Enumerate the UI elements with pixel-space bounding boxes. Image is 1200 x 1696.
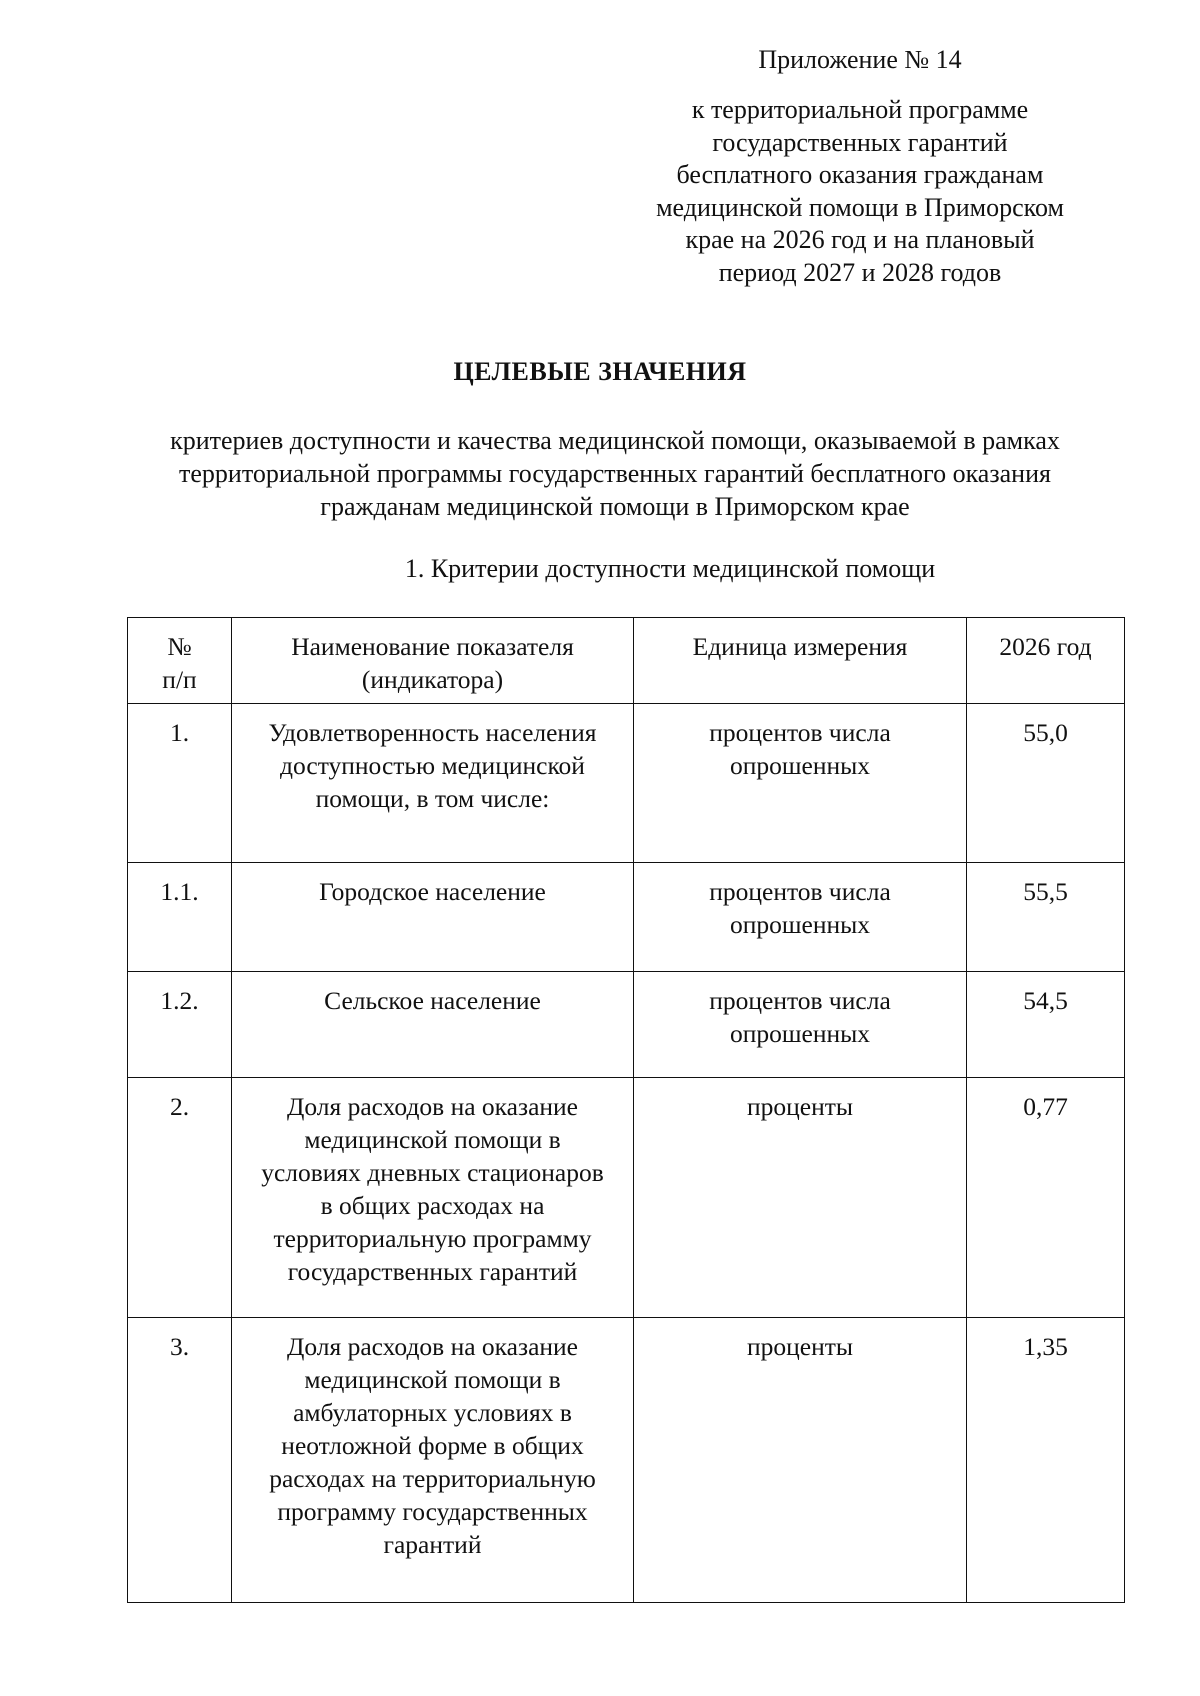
cell-unit [634, 704, 967, 863]
subtitle-line: гражданам медицинской помощи в Приморском крае [320, 492, 910, 521]
cell-name-line: программу государственных [277, 1497, 588, 1526]
appendix-line: к территориальной программе [691, 95, 1029, 124]
subtitle-line: территориальной программы государственных гарантий бесплатного оказания [179, 459, 1051, 488]
cell-name-line: Доля расходов на оказание [286, 1332, 579, 1361]
cell-name-line: условиях дневных стационаров [261, 1158, 604, 1187]
cell-num: 2. [128, 1078, 232, 1318]
cell-value: 55,0 [967, 704, 1125, 863]
document-title: ЦЕЛЕВЫЕ ЗНАЧЕНИЯ [453, 357, 747, 386]
appendix-line: государственных гарантий [712, 127, 1008, 157]
cell-name-line: гарантий [383, 1530, 482, 1559]
table-row [128, 1318, 1125, 1603]
appendix-number: Приложение № 14 [758, 45, 962, 74]
table-header-row [128, 618, 1125, 704]
cell-num: 1.1. [128, 863, 232, 972]
cell-unit-line: опрошенных [729, 910, 871, 939]
header-unit [634, 618, 967, 704]
cell-name-line: расходах на территориальную [269, 1464, 596, 1493]
cell-unit-line: опрошенных [729, 1019, 871, 1048]
cell-name [232, 1318, 634, 1603]
cell-num: 3. [128, 1318, 232, 1603]
cell-unit-line: процентов числа [709, 986, 891, 1015]
table-row [128, 1078, 1125, 1318]
cell-name [232, 972, 634, 1078]
appendix-line: бесплатного оказания гражданам [676, 160, 1044, 189]
appendix-line: период 2027 и 2028 годов [718, 257, 1002, 287]
cell-name-line: доступностью медицинской [280, 751, 585, 780]
appendix-caption [620, 94, 1100, 289]
cell-name-line: помощи, в том числе: [315, 784, 550, 813]
header-value-line: 2026 год [999, 632, 1092, 661]
cell-unit [634, 1318, 967, 1603]
header-num [128, 618, 232, 704]
header-name-line: (индикатора) [361, 665, 504, 694]
cell-name-line: медицинской помощи в [304, 1125, 561, 1154]
section-title: 1. Критерии доступности медицинской помощи [404, 554, 936, 583]
cell-name-line: амбулаторных условиях в [293, 1398, 572, 1427]
cell-unit [634, 1078, 967, 1318]
appendix-line: крае на 2026 год и на плановый [685, 225, 1035, 254]
header-num-line: № [167, 632, 192, 661]
cell-name-line: Доля расходов на оказание [286, 1092, 579, 1121]
cell-unit [634, 863, 967, 972]
cell-unit [634, 972, 967, 1078]
cell-num: 1. [128, 704, 232, 863]
cell-unit-line: проценты [746, 1332, 854, 1361]
table-row [128, 972, 1125, 1078]
subtitle-line: критериев доступности и качества медицинской помощи, оказываемой в рамках [170, 426, 1060, 455]
appendix-line: медицинской помощи в Приморском [656, 192, 1064, 222]
header-value [967, 618, 1125, 704]
cell-unit-line: опрошенных [729, 751, 871, 780]
cell-num: 1.2. [128, 972, 232, 1078]
cell-name [232, 863, 634, 972]
cell-name [232, 704, 634, 863]
document-subtitle [100, 424, 1130, 523]
cell-name-line: Удовлетворенность населения [268, 718, 597, 747]
cell-name-line: территориальную программу [273, 1224, 592, 1253]
cell-name-line: в общих расходах на [320, 1191, 545, 1220]
cell-unit-line: проценты [746, 1092, 854, 1121]
cell-name-line: Городское население [319, 877, 546, 906]
cell-name-line: неотложной форме в общих [281, 1431, 584, 1460]
table-row [128, 863, 1125, 972]
header-num-line: п/п [162, 665, 197, 694]
header-name [232, 618, 634, 704]
cell-name-line: Сельское население [324, 986, 541, 1015]
cell-value: 54,5 [967, 972, 1125, 1078]
table-row [128, 704, 1125, 863]
cell-unit-line: процентов числа [709, 718, 891, 747]
cell-value: 0,77 [967, 1078, 1125, 1318]
cell-unit-line: процентов числа [709, 877, 891, 906]
cell-name-line: медицинской помощи в [304, 1365, 561, 1394]
criteria-table [127, 617, 1125, 1603]
cell-value: 55,5 [967, 863, 1125, 972]
header-unit-line: Единица измерения [692, 632, 908, 661]
cell-name-line: государственных гарантий [287, 1257, 578, 1286]
cell-name [232, 1078, 634, 1318]
cell-value: 1,35 [967, 1318, 1125, 1603]
header-name-line: Наименование показателя [291, 632, 574, 661]
